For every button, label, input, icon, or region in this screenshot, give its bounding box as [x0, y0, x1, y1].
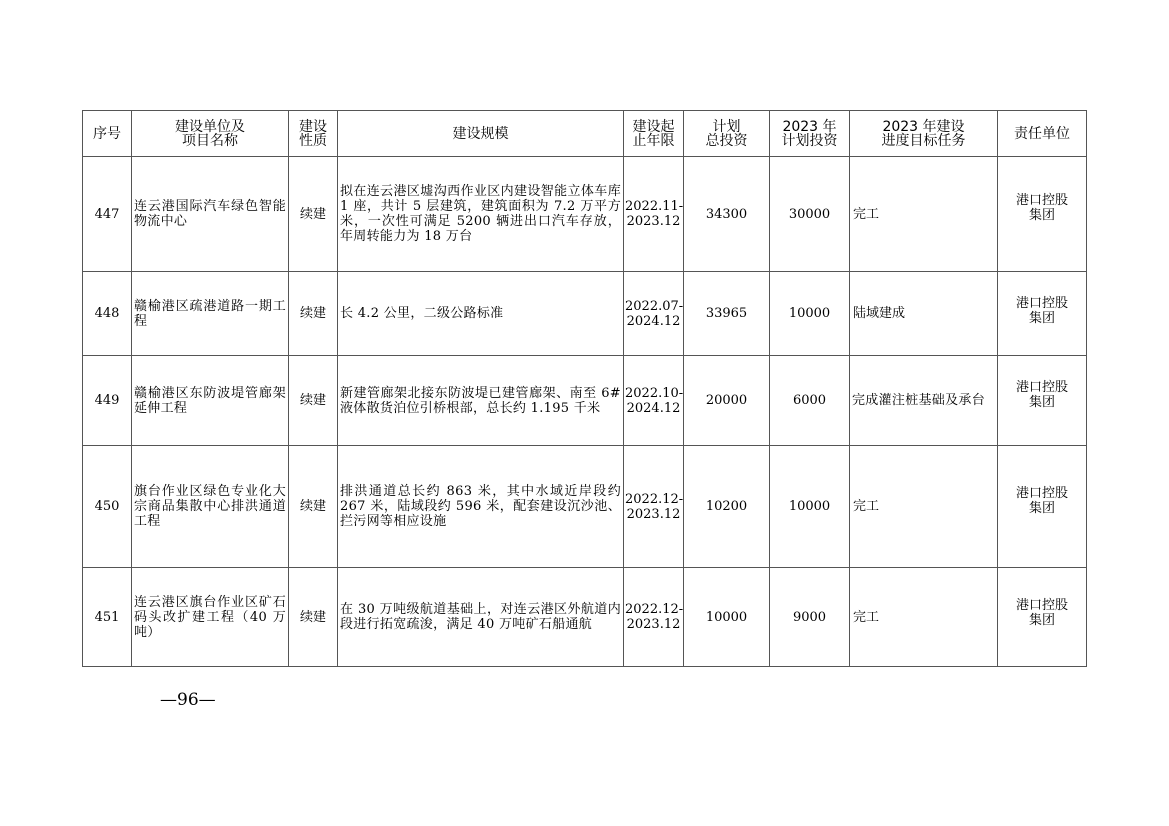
table-header-row: [83, 111, 1087, 157]
col-header-nature: 建设 性质: [289, 111, 338, 157]
col-header-name: 建设单位及 项目名称: [132, 111, 289, 157]
cell-scale: 排洪通道总长约 863 米，其中水域近岸段约 267 米，陆域段约 596 米，配套建设沉沙池、拦污网等相应设施: [338, 446, 624, 568]
table-row: [83, 446, 1087, 568]
cell-target: 完成灌注桩基础及承台: [850, 356, 998, 446]
table-row: [83, 272, 1087, 356]
cell-period: 2022.12- 2023.12: [624, 568, 684, 667]
cell-total: 33965: [684, 272, 770, 356]
cell-target: 完工: [850, 446, 998, 568]
cell-unit: 港口控股 集团: [998, 568, 1087, 667]
cell-nature: 续建: [289, 446, 338, 568]
cell-nature: 续建: [289, 157, 338, 272]
col-header-scale: 建设规模: [338, 111, 624, 157]
cell-no: 448: [83, 272, 132, 356]
table-row: [83, 356, 1087, 446]
cell-no: 450: [83, 446, 132, 568]
cell-nature: 续建: [289, 356, 338, 446]
cell-plan2023: 30000: [770, 157, 850, 272]
cell-no: 451: [83, 568, 132, 667]
page-number: —96—: [160, 690, 216, 710]
cell-plan2023: 10000: [770, 272, 850, 356]
project-table: [82, 110, 1087, 667]
col-header-total: 计划 总投资: [684, 111, 770, 157]
cell-target: 完工: [850, 157, 998, 272]
cell-unit: 港口控股 集团: [998, 157, 1087, 272]
cell-scale: 新建管廊架北接东防波堤已建管廊架、南至 6#液体散货泊位引桥根部，总长约 1.195 千米: [338, 356, 624, 446]
cell-period: 2022.12- 2023.12: [624, 446, 684, 568]
col-header-period: 建设起 止年限: [624, 111, 684, 157]
cell-name: 连云港区旗台作业区矿石码头改扩建工程（40 万吨）: [132, 568, 289, 667]
cell-plan2023: 6000: [770, 356, 850, 446]
table-row: [83, 568, 1087, 667]
col-header-target: 2023 年建设 进度目标任务: [850, 111, 998, 157]
cell-plan2023: 9000: [770, 568, 850, 667]
cell-total: 10000: [684, 568, 770, 667]
cell-unit: 港口控股 集团: [998, 446, 1087, 568]
cell-period: 2022.11- 2023.12: [624, 157, 684, 272]
col-header-unit: 责任单位: [998, 111, 1087, 157]
cell-scale: 拟在连云港区墟沟西作业区内建设智能立体车库 1 座，共计 5 层建筑，建筑面积为 7.2 万平方米，一次性可满足 5200 辆进出口汽车存放，年周转能力为 18 万台: [338, 157, 624, 272]
cell-total: 20000: [684, 356, 770, 446]
cell-nature: 续建: [289, 272, 338, 356]
cell-total: 10200: [684, 446, 770, 568]
cell-name: 赣榆港区疏港道路一期工程: [132, 272, 289, 356]
cell-target: 陆域建成: [850, 272, 998, 356]
cell-name: 旗台作业区绿色专业化大宗商品集散中心排洪通道工程: [132, 446, 289, 568]
cell-scale: 长 4.2 公里，二级公路标准: [338, 272, 624, 356]
cell-name: 连云港国际汽车绿色智能物流中心: [132, 157, 289, 272]
cell-target: 完工: [850, 568, 998, 667]
cell-period: 2022.10- 2024.12: [624, 356, 684, 446]
cell-name: 赣榆港区东防波堤管廊架延伸工程: [132, 356, 289, 446]
cell-no: 447: [83, 157, 132, 272]
cell-unit: 港口控股 集团: [998, 272, 1087, 356]
cell-no: 449: [83, 356, 132, 446]
cell-unit: 港口控股 集团: [998, 356, 1087, 446]
cell-plan2023: 10000: [770, 446, 850, 568]
col-header-plan2023: 2023 年 计划投资: [770, 111, 850, 157]
col-header-no: 序号: [83, 111, 132, 157]
cell-total: 34300: [684, 157, 770, 272]
cell-period: 2022.07- 2024.12: [624, 272, 684, 356]
cell-nature: 续建: [289, 568, 338, 667]
table-row: [83, 157, 1087, 272]
cell-scale: 在 30 万吨级航道基础上，对连云港区外航道内段进行拓宽疏浚，满足 40 万吨矿石船通航: [338, 568, 624, 667]
